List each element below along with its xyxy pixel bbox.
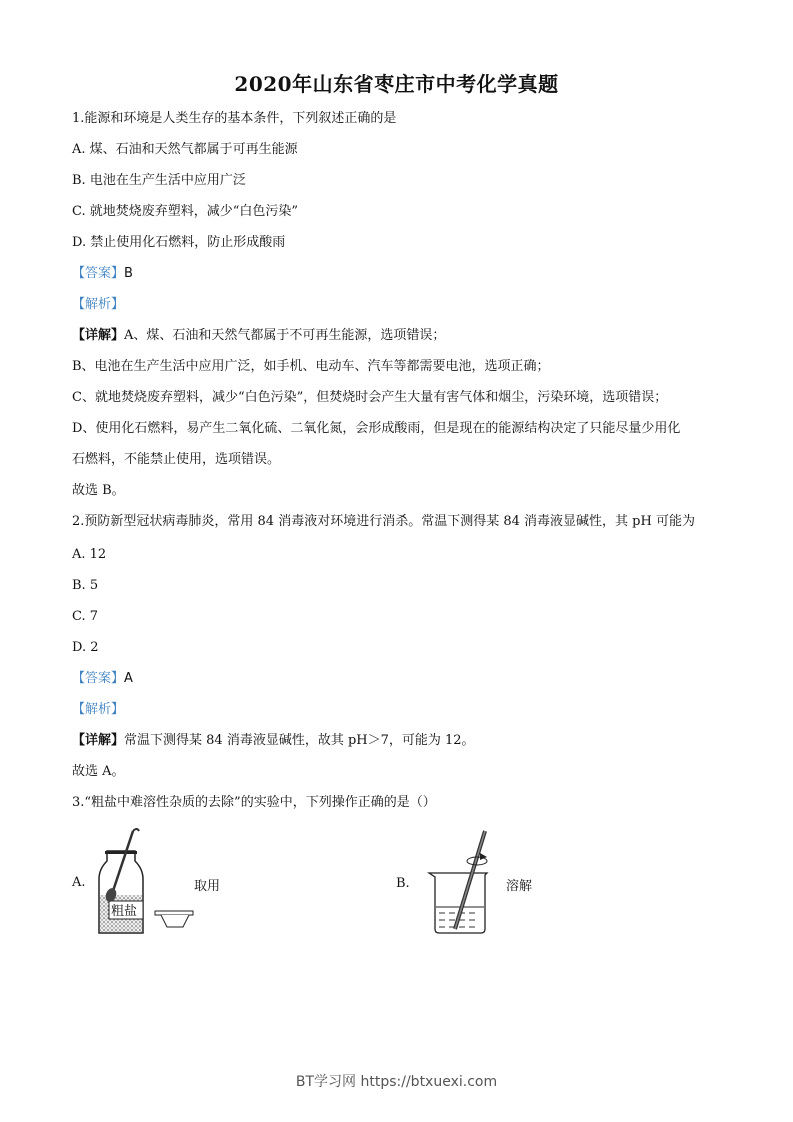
q1-option-d: D. 禁止使用化石燃料，防止形成酸雨	[72, 235, 286, 250]
q1-detail-1	[72, 327, 445, 345]
q1-detail-4: D、使用化石燃料，易产生二氧化硫、二氧化氮，会形成酸雨，但是现在的能源结构决定了只能尽量少用化	[72, 421, 681, 436]
q3-figure-b-caption: 溶解	[506, 879, 533, 894]
q1-detail-5: 石燃料，不能禁止使用，选项错误。	[72, 452, 281, 467]
answer-tag: 【答案】	[72, 671, 125, 686]
analysis-tag: 【解析】	[72, 297, 125, 312]
q2-answer	[72, 670, 133, 688]
q2-analysis-tag	[72, 701, 124, 719]
q2-option-a: A. 12	[72, 547, 107, 562]
answer-value: B	[124, 266, 133, 281]
q2-option-d: D. 2	[72, 640, 99, 655]
q3-stem: 3.“粗盐中难溶性杂质的去除”的实验中，下列操作正确的是（）	[72, 795, 436, 810]
q1-option-a: A. 煤、石油和天然气都属于可再生能源	[72, 142, 298, 157]
q1-option-b: B. 电池在生产生活中应用广泛	[72, 173, 246, 188]
q2-option-b: B. 5	[72, 578, 99, 593]
jar-label: 粗盐	[111, 904, 138, 919]
q1-answer	[72, 265, 133, 283]
q2-option-c: C. 7	[72, 609, 99, 624]
footer-watermark: BT学习网 https://btxuexi.com	[295, 1074, 498, 1090]
page-title: 2020年山东省枣庄市中考化学真题	[234, 72, 559, 96]
salt-jar-spoon-figure	[95, 825, 205, 937]
detail-text: 常温下测得某 84 消毒液显碱性，故其 pH＞7，可能为 12。	[124, 733, 475, 748]
analysis-tag: 【解析】	[72, 702, 125, 717]
detail-text: A、煤、石油和天然气都属于不可再生能源，选项错误；	[124, 328, 446, 343]
q1-conclusion: 故选 B。	[72, 483, 125, 498]
q3-figure-b-label: B.	[396, 876, 410, 891]
q1-detail-2: B、电池在生产生活中应用广泛，如手机、电动车、汽车等都需要电池，选项正确；	[72, 359, 550, 374]
q1-analysis-tag	[72, 296, 124, 314]
detail-tag: 【详解】	[72, 328, 125, 343]
q1-detail-3: C、就地焚烧废弃塑料，减少“白色污染”，但焚烧时会产生大量有害气体和烟尘，污染环境，选项错误；	[72, 390, 668, 405]
q3-figure-a-caption: 取用	[194, 879, 221, 894]
q1-option-c: C. 就地焚烧废弃塑料，减少“白色污染”	[72, 204, 299, 219]
q1-stem: 1.能源和环境是人类生存的基本条件，下列叙述正确的是	[72, 111, 397, 126]
answer-value: A	[124, 671, 133, 686]
q2-stem: 2.预防新型冠状病毒肺炎，常用 84 消毒液对环境进行消杀。常温下测得某 84 消毒液显碱性，其 pH 可能为	[72, 514, 695, 529]
q3-figure-a-label: A.	[72, 875, 86, 890]
detail-tag: 【详解】	[72, 733, 125, 748]
beaker-stirring-figure	[425, 825, 505, 937]
answer-tag: 【答案】	[72, 266, 125, 281]
q2-conclusion: 故选 A。	[72, 764, 125, 779]
q2-detail	[72, 732, 475, 750]
